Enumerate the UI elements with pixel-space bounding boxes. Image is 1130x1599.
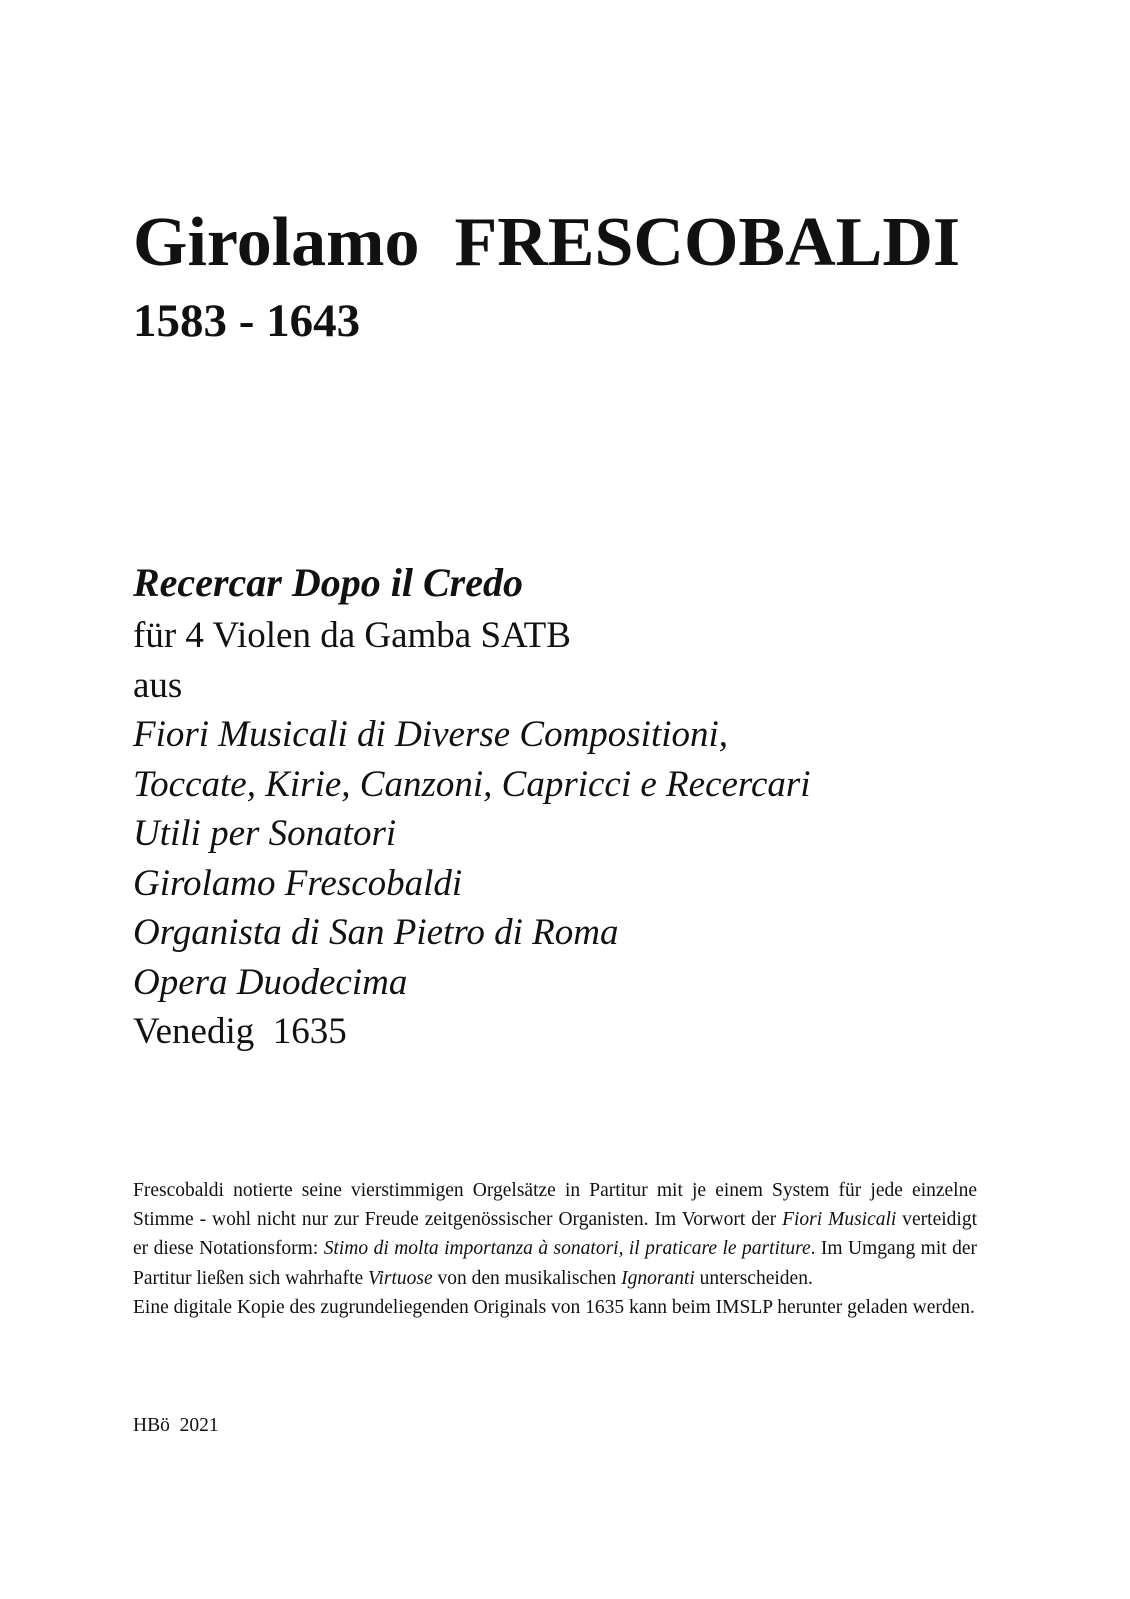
from-label: aus [133,664,183,706]
notes-text: Frescobaldi notierte seine vierstimmigen Orgelsätze in Partitur mit je einem System für jede einzelne Stimme - wohl nicht nur zur Freude zeitgenössischer Organisten. Im Vorwort der [133,1180,977,1231]
place-year: Venedig 1635 [133,1011,347,1052]
source-line: Organista di San Pietro di Roma [133,912,619,953]
source-line: Fiori Musicali di Diverse Compositioni, [133,714,729,755]
source-line: Utili per Sonatori [133,813,397,854]
composer-dates: 1583 - 1643 [133,295,361,347]
notes-text: . Im Umgang mit der Partitur ließen sich wahrhafte [133,1238,977,1289]
notes-italic: Virtuose [368,1267,433,1289]
notes-italic: Ignoranti [621,1267,695,1289]
signature: HBö 2021 [133,1415,219,1436]
source-line: Girolamo Frescobaldi [133,862,463,904]
notes-section [133,1176,977,1322]
composer-name: Girolamo FRESCOBALDI [133,204,961,281]
instrumentation: für 4 Violen da Gamba SATB [133,615,571,656]
notes-text: unterscheiden. [694,1267,813,1289]
notes-paragraph-2: Eine digitale Kopie des zugrundeliegenden Originals von 1635 kann beim IMSLP herunter geladen werden. [133,1296,975,1318]
notes-italic: Stimo di molta importanza à sonatori, il praticare le partiture [323,1238,811,1260]
work-block [133,555,1033,1057]
notes-text: verteidigt er diese Notationsform: [133,1209,977,1260]
work-title: Recercar Dopo il Credo [133,560,523,605]
notes-text: von den musikalischen [432,1267,622,1289]
source-line: Opera Duodecima [133,961,408,1003]
notes-paragraph-1 [133,1176,977,1293]
source-line: Toccate, Kirie, Canzoni, Capricci e Recercari [133,763,811,805]
notes-italic: Fiori Musicali [782,1209,897,1231]
